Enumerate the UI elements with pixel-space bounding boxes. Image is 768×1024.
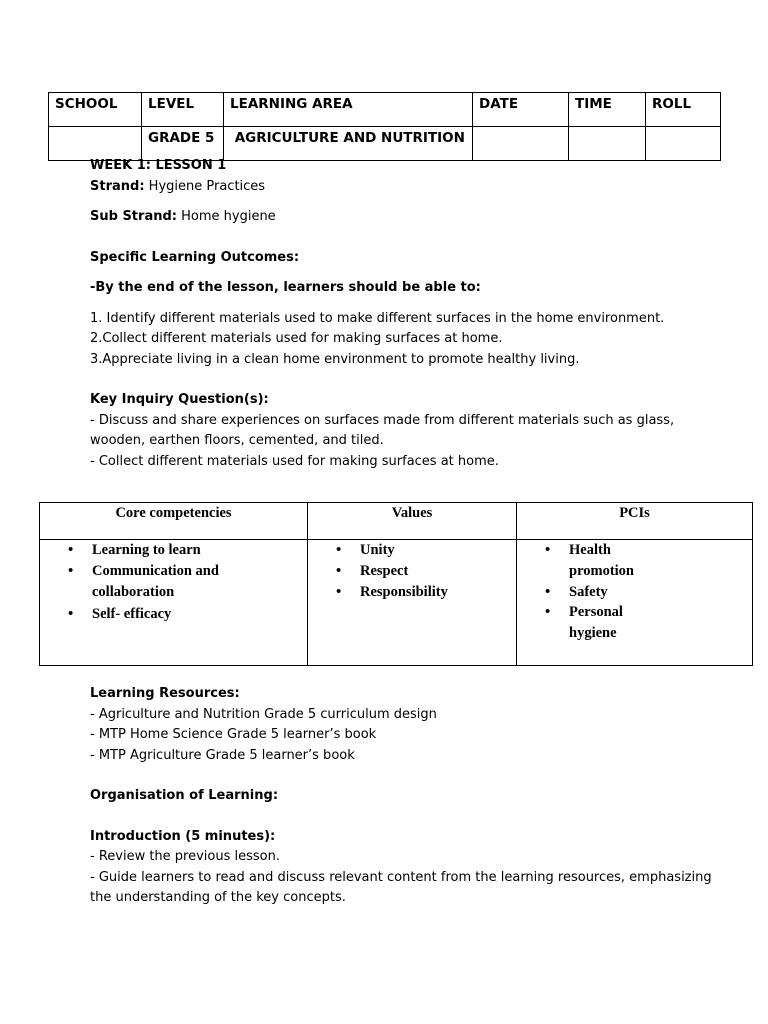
core-competency-item: • Learning to learn xyxy=(92,540,307,561)
core-competency-item: • Communication and collaboration xyxy=(92,561,242,603)
sub-strand-label: Sub Strand: xyxy=(90,209,177,224)
slo-intro: -By the end of the lesson, learners should be able to: xyxy=(90,280,481,295)
value-item: • Respect xyxy=(360,561,516,582)
competency-table xyxy=(39,502,753,666)
pcis-header: PCIs xyxy=(517,503,753,540)
header-date: DATE xyxy=(473,93,569,127)
core-competencies-cell xyxy=(40,540,308,666)
core-competency-item: • Self- efficacy xyxy=(92,604,307,625)
sub-strand-line xyxy=(90,207,690,228)
header-time: TIME xyxy=(569,93,646,127)
pci-item: • Health promotion xyxy=(569,540,649,582)
competency-table-body xyxy=(40,540,753,666)
slo-heading: Specific Learning Outcomes: xyxy=(90,249,300,265)
resources-heading: Learning Resources: xyxy=(90,686,240,701)
value-item: • Unity xyxy=(360,540,516,561)
kiq-line: - Discuss and share experiences on surfaces made from different materials such as glass, xyxy=(90,412,675,428)
introduction-line: - Review the previous lesson. xyxy=(90,849,280,864)
resource-item: - MTP Home Science Grade 5 learner’s book xyxy=(90,727,377,742)
lesson-intro xyxy=(90,156,690,472)
introduction-line: - Guide learners to read and discuss relevant content from the learning resources, emphasizing xyxy=(90,869,712,885)
header-learning-area: LEARNING AREA xyxy=(224,93,473,127)
strand-label: Strand: xyxy=(90,178,145,194)
kiq-line: wooden, earthen floors, cemented, and tiled. xyxy=(90,433,384,448)
values-cell xyxy=(308,540,517,666)
introduction-line: the understanding of the key concepts. xyxy=(90,890,346,905)
values-header: Values xyxy=(308,503,517,540)
kiq-line: - Collect different materials used for making surfaces at home. xyxy=(90,453,499,469)
sub-strand-value: Home hygiene xyxy=(181,209,276,224)
introduction-heading: Introduction (5 minutes): xyxy=(90,828,276,844)
competency-table-header xyxy=(40,503,753,540)
pci-item: • Personal hygiene xyxy=(569,602,639,644)
outcome-item: 3.Appreciate living in a clean home environment to promote healthy living. xyxy=(90,351,580,367)
outcome-item: 2.Collect different materials used for making surfaces at home. xyxy=(90,331,503,346)
pci-item: • Safety xyxy=(569,582,752,603)
value-item: • Responsibility xyxy=(360,582,516,603)
outcomes-list xyxy=(90,309,690,371)
header-level: LEVEL xyxy=(142,93,224,127)
header-school: SCHOOL xyxy=(49,93,142,127)
value-learning-area: AGRICULTURE AND NUTRITION xyxy=(224,127,473,161)
core-competencies-header: Core competencies xyxy=(40,503,308,540)
header-table-labels xyxy=(49,93,721,127)
strand-value: Hygiene Practices xyxy=(148,178,266,194)
organisation-heading: Organisation of Learning: xyxy=(90,788,279,803)
resource-item: - MTP Agriculture Grade 5 learner’s book xyxy=(90,747,355,763)
week-lesson-title: WEEK 1: LESSON 1 xyxy=(90,158,227,173)
kiq-heading: Key Inquiry Question(s): xyxy=(90,392,269,407)
resource-item: - Agriculture and Nutrition Grade 5 curriculum design xyxy=(90,706,437,722)
outcome-item: 1. Identify different materials used to make different surfaces in the home environment. xyxy=(90,310,665,326)
header-roll: ROLL xyxy=(646,93,721,127)
pcis-cell xyxy=(517,540,753,666)
value-level: GRADE 5 xyxy=(142,127,224,161)
strand-line xyxy=(90,177,690,198)
header-table xyxy=(48,92,721,161)
resources-section xyxy=(90,684,712,909)
